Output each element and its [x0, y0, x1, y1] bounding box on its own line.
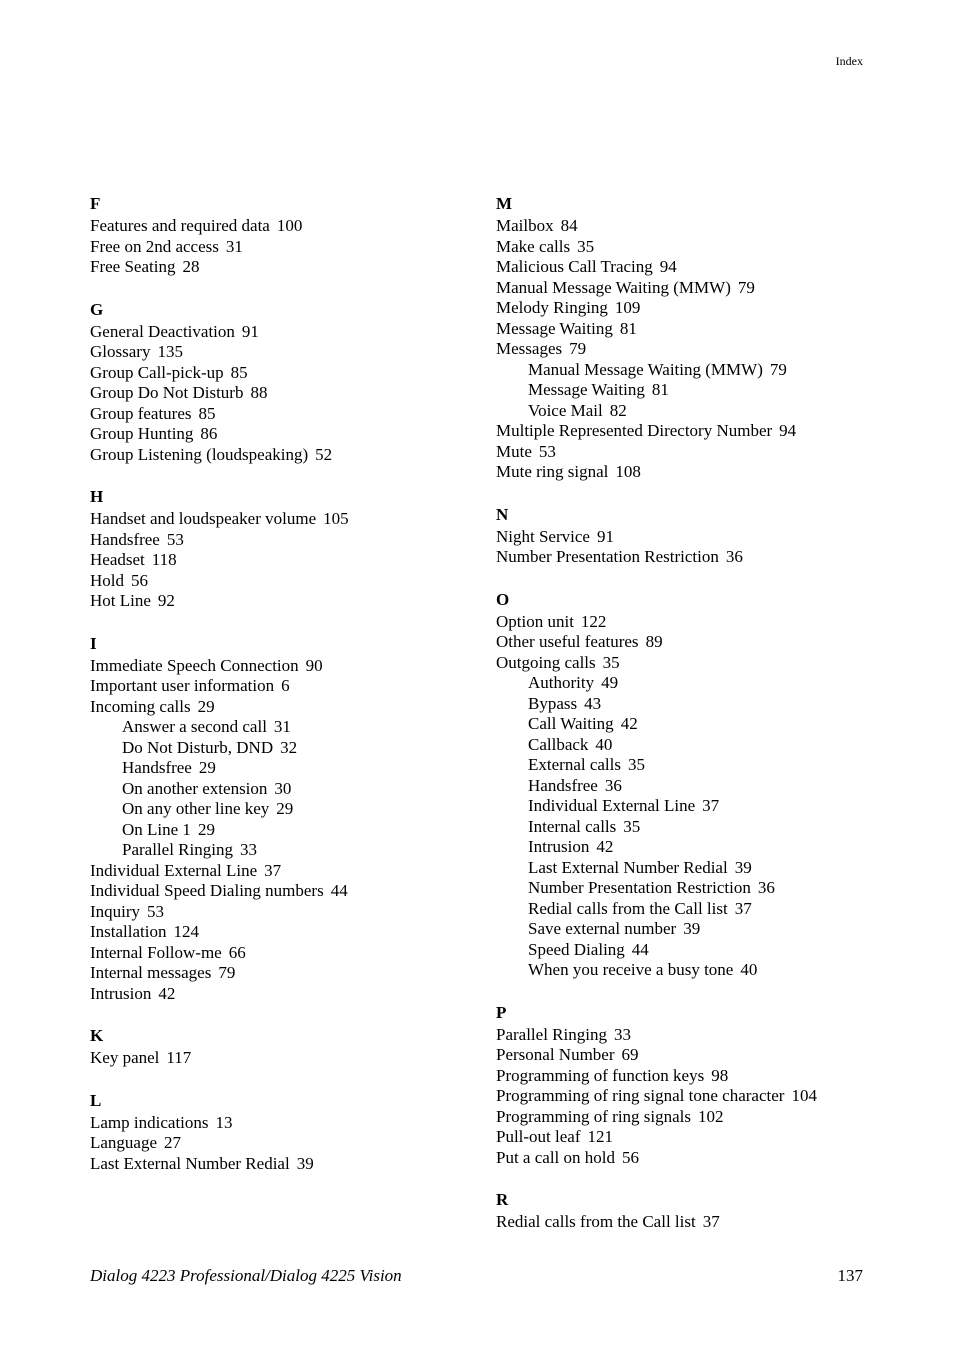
entry-page-number: 117 [166, 1048, 192, 1067]
entry-page-number: 39 [734, 857, 752, 877]
entry-text: Voice Mail [528, 400, 603, 420]
entry-text: Last External Number Redial [90, 1153, 290, 1173]
entry-text: Group Hunting [90, 424, 194, 443]
index-entry [496, 339, 916, 360]
index-entry [90, 1113, 480, 1134]
entry-page-number: 84 [560, 216, 578, 235]
index-entry [496, 1127, 916, 1148]
entry-text: Redial calls from the Call list [528, 898, 728, 918]
entry-text: Individual Speed Dialing numbers [90, 881, 324, 900]
index-entry [496, 237, 916, 258]
index-subentry [90, 820, 480, 841]
entry-text: Last External Number Redial [528, 857, 728, 877]
index-section [496, 1003, 916, 1169]
entry-page-number: 85 [198, 403, 216, 423]
entry-text: Internal calls [528, 816, 617, 836]
entry-text: Installation [90, 922, 167, 941]
index-entry [90, 1154, 480, 1175]
entry-page-number: 49 [601, 673, 619, 692]
index-entry [496, 527, 916, 548]
entry-text: Answer a second call [122, 717, 267, 736]
entry-page-number: 88 [250, 383, 268, 402]
index-entry [496, 298, 916, 319]
entry-page-number: 85 [230, 362, 248, 382]
entry-page-number: 39 [683, 919, 701, 938]
entry-page-number: 122 [580, 611, 607, 631]
entry-page-number: 13 [215, 1112, 233, 1132]
index-entry [90, 322, 480, 343]
entry-text: Put a call on hold [496, 1147, 615, 1167]
entry-page-number: 121 [587, 1127, 614, 1146]
entry-page-number: 29 [276, 799, 294, 818]
entry-page-number: 104 [791, 1086, 817, 1105]
index-subentry [496, 878, 916, 899]
entry-text: Group Call-pick-up [90, 362, 224, 382]
index-section [90, 487, 480, 612]
index-entry [496, 442, 916, 463]
index-entry [496, 462, 916, 483]
entry-page-number: 37 [734, 898, 752, 918]
entry-text: Individual External Line [90, 860, 258, 880]
entry-page-number: 29 [198, 758, 216, 777]
section-letter: I [90, 633, 97, 653]
entry-page-number: 30 [274, 778, 292, 798]
index-section [90, 194, 480, 278]
index-entry [90, 509, 480, 530]
entry-page-number: 44 [330, 881, 348, 900]
entry-page-number: 118 [151, 550, 177, 569]
index-subentry [90, 779, 480, 800]
index-entry [90, 363, 480, 384]
index-entry [90, 550, 480, 571]
entry-page-number: 35 [577, 236, 595, 256]
entry-page-number: 44 [631, 939, 649, 959]
entry-page-number: 91 [596, 526, 614, 546]
entry-text: Internal messages [90, 963, 212, 982]
entry-text: Group features [90, 403, 192, 423]
entry-text: Redial calls from the Call list [496, 1212, 696, 1231]
entry-page-number: 92 [157, 591, 175, 610]
index-subentry [496, 899, 916, 920]
entry-text: Headset [90, 550, 145, 569]
entry-page-number: 94 [659, 257, 677, 276]
entry-text: Save external number [528, 919, 677, 938]
entry-page-number: 53 [166, 529, 184, 549]
entry-page-number: 90 [305, 655, 323, 675]
index-entry [90, 216, 480, 237]
entry-text: Multiple Represented Directory Number [496, 421, 773, 440]
index-subentry [496, 673, 916, 694]
entry-page-number: 32 [280, 737, 298, 757]
index-section [496, 194, 916, 483]
index-subentry [496, 837, 916, 858]
index-entry [496, 1066, 916, 1087]
entry-text: Mute ring signal [496, 462, 609, 481]
index-subentry [496, 940, 916, 961]
entry-text: Inquiry [90, 901, 141, 921]
entry-text: Intrusion [528, 837, 590, 856]
entry-text: Hot Line [90, 591, 151, 610]
entry-page-number: 79 [218, 963, 236, 982]
entry-page-number: 66 [228, 942, 246, 962]
index-entry [90, 676, 480, 697]
index-entry [90, 530, 480, 551]
entry-text: Number Presentation Restriction [496, 547, 719, 566]
index-entry [90, 591, 480, 612]
index-entry [90, 342, 480, 363]
entry-page-number: 86 [200, 424, 218, 443]
index-entry [90, 943, 480, 964]
index-subentry [496, 776, 916, 797]
index-entry [90, 1048, 480, 1069]
index-subentry [90, 758, 480, 779]
entry-page-number: 98 [711, 1065, 729, 1085]
entry-text: Handset and loudspeaker volume [90, 509, 317, 528]
index-entry [90, 257, 480, 278]
index-column-left [90, 194, 480, 1196]
entry-text: General Deactivation [90, 321, 235, 341]
index-column-right [496, 194, 916, 1255]
index-entry [90, 697, 480, 718]
index-subentry [496, 714, 916, 735]
entry-text: Make calls [496, 236, 571, 256]
section-letter: G [90, 299, 104, 319]
entry-page-number: 31 [273, 717, 291, 736]
index-entry [90, 656, 480, 677]
entry-page-number: 6 [281, 676, 290, 695]
index-entry [496, 216, 916, 237]
entry-text: Outgoing calls [496, 652, 596, 672]
entry-text: Parallel Ringing [122, 840, 233, 859]
index-entry [90, 1133, 480, 1154]
index-section [90, 300, 480, 466]
entry-page-number: 56 [621, 1147, 639, 1167]
index-entry [90, 963, 480, 984]
entry-text: Number Presentation Restriction [528, 878, 751, 897]
entry-text: On any other line key [122, 799, 270, 818]
section-letter: N [496, 504, 509, 524]
index-subentry [90, 799, 480, 820]
index-entry [90, 984, 480, 1005]
index-subentry [496, 360, 916, 381]
index-subentry [496, 817, 916, 838]
entry-text: Important user information [90, 676, 275, 695]
entry-page-number: 102 [698, 1106, 724, 1126]
entry-page-number: 37 [702, 1212, 720, 1231]
entry-text: Programming of ring signals [496, 1106, 692, 1126]
entry-page-number: 135 [157, 342, 183, 361]
entry-text: Mute [496, 441, 532, 461]
entry-page-number: 109 [614, 298, 641, 317]
entry-text: Option unit [496, 611, 574, 631]
entry-text: Key panel [90, 1048, 160, 1067]
entry-page-number: 124 [173, 922, 199, 941]
entry-text: Speed Dialing [528, 939, 625, 959]
entry-text: Glossary [90, 342, 151, 361]
index-entry [90, 445, 480, 466]
entry-text: Manual Message Waiting (MMW) [528, 359, 763, 379]
index-entry [90, 922, 480, 943]
entry-page-number: 40 [595, 734, 613, 754]
entry-page-number: 89 [645, 632, 663, 651]
entry-page-number: 42 [620, 714, 638, 733]
index-subentry [496, 796, 916, 817]
entry-text: Features and required data [90, 216, 270, 235]
section-letter: H [90, 487, 104, 506]
entry-text: Programming of function keys [496, 1065, 705, 1085]
running-head: Index [835, 54, 863, 68]
entry-text: Handsfree [90, 529, 160, 549]
entry-page-number: 100 [276, 216, 303, 235]
index-entry [496, 1212, 916, 1233]
entry-page-number: 31 [225, 236, 243, 256]
index-subentry [496, 401, 916, 422]
entry-page-number: 42 [596, 837, 614, 856]
entry-text: Other useful features [496, 632, 639, 651]
entry-page-number: 36 [604, 775, 622, 795]
index-entry [90, 881, 480, 902]
section-letter: O [496, 589, 510, 609]
entry-text: Manual Message Waiting (MMW) [496, 277, 731, 297]
entry-page-number: 37 [264, 860, 282, 880]
entry-page-number: 94 [779, 421, 797, 440]
entry-text: Pull-out leaf [496, 1127, 581, 1146]
index-subentry [90, 717, 480, 738]
section-letter: K [90, 1026, 104, 1045]
entry-text: Individual External Line [528, 796, 696, 815]
entry-text: Incoming calls [90, 696, 191, 716]
index-subentry [496, 919, 916, 940]
entry-page-number: 81 [651, 380, 669, 399]
index-subentry [496, 755, 916, 776]
entry-page-number: 33 [239, 840, 257, 859]
entry-page-number: 35 [602, 652, 620, 672]
index-section [496, 590, 916, 981]
entry-text: On another extension [122, 778, 268, 798]
index-entry [90, 861, 480, 882]
entry-text: Message Waiting [528, 380, 645, 399]
section-letter: F [90, 194, 101, 213]
index-entry [496, 653, 916, 674]
entry-page-number: 40 [740, 960, 758, 979]
entry-page-number: 29 [197, 696, 215, 716]
entry-page-number: 105 [323, 509, 349, 528]
index-subentry [496, 694, 916, 715]
entry-text: Melody Ringing [496, 298, 608, 317]
section-letter: M [496, 194, 513, 213]
entry-text: Authority [528, 673, 595, 692]
entry-page-number: 79 [569, 339, 587, 358]
entry-page-number: 79 [769, 359, 787, 379]
entry-page-number: 79 [737, 277, 755, 297]
entry-text: Do Not Disturb, DND [122, 737, 274, 757]
index-subentry [496, 735, 916, 756]
index-subentry [496, 960, 916, 981]
entry-page-number: 56 [131, 570, 148, 590]
index-section [496, 505, 916, 568]
index-subentry [90, 840, 480, 861]
entry-text: Bypass [528, 693, 578, 713]
entry-text: When you receive a busy tone [528, 960, 734, 979]
entry-page-number: 35 [623, 816, 641, 836]
index-section [496, 1190, 916, 1233]
index-entry [90, 424, 480, 445]
index-entry [496, 1045, 916, 1066]
entry-text: Personal Number [496, 1045, 615, 1064]
entry-text: Free Seating [90, 257, 176, 276]
entry-page-number: 53 [538, 441, 556, 461]
entry-text: Hold [90, 570, 124, 590]
entry-text: Intrusion [90, 983, 152, 1003]
entry-text: Malicious Call Tracing [496, 257, 653, 276]
entry-page-number: 28 [182, 257, 200, 276]
index-subentry [90, 738, 480, 759]
index-entry [496, 421, 916, 442]
section-letter: L [90, 1090, 102, 1110]
entry-page-number: 108 [615, 462, 641, 481]
entry-page-number: 81 [619, 318, 637, 338]
index-entry [90, 571, 480, 592]
index-entry [496, 632, 916, 653]
entry-text: Group Do Not Disturb [90, 383, 244, 402]
index-entry [496, 1107, 916, 1128]
entry-page-number: 53 [147, 901, 165, 921]
index-entry [496, 547, 916, 568]
entry-page-number: 36 [725, 547, 743, 566]
entry-page-number: 43 [584, 693, 602, 713]
index-section [90, 634, 480, 1005]
entry-text: Programming of ring signal tone character [496, 1086, 785, 1105]
entry-text: On Line 1 [122, 819, 191, 839]
entry-text: Night Service [496, 526, 590, 546]
index-entry [496, 612, 916, 633]
entry-text: Immediate Speech Connection [90, 655, 299, 675]
entry-text: Mailbox [496, 216, 554, 235]
index-entry [90, 902, 480, 923]
entry-text: Message Waiting [496, 318, 613, 338]
index-entry [496, 319, 916, 340]
footer-title: Dialog 4223 Professional/Dialog 4225 Vision [90, 1266, 402, 1285]
entry-text: Parallel Ringing [496, 1024, 607, 1044]
index-entry [496, 1148, 916, 1169]
entry-text: Language [90, 1133, 158, 1152]
entry-text: Messages [496, 339, 563, 358]
entry-text: Free on 2nd access [90, 236, 219, 256]
entry-page-number: 37 [702, 796, 720, 815]
index-entry [496, 1086, 916, 1107]
entry-text: Handsfree [528, 775, 598, 795]
index-entry [90, 237, 480, 258]
index-entry [496, 278, 916, 299]
entry-page-number: 35 [628, 755, 645, 774]
entry-text: Lamp indications [90, 1112, 209, 1132]
entry-page-number: 42 [158, 983, 176, 1003]
index-section [90, 1026, 480, 1069]
entry-page-number: 33 [613, 1024, 631, 1044]
entry-page-number: 39 [296, 1153, 314, 1173]
entry-text: External calls [528, 755, 621, 774]
index-section [90, 1091, 480, 1175]
entry-page-number: 69 [621, 1045, 639, 1064]
index-entry [496, 257, 916, 278]
index-entry [496, 1025, 916, 1046]
index-entry [90, 383, 480, 404]
entry-text: Internal Follow-me [90, 942, 222, 962]
entry-text: Callback [528, 734, 589, 754]
index-subentry [496, 380, 916, 401]
index-entry [90, 404, 480, 425]
index-subentry [496, 858, 916, 879]
entry-page-number: 29 [197, 819, 215, 839]
entry-text: Group Listening (loudspeaking) [90, 444, 309, 464]
section-letter: R [496, 1190, 509, 1209]
footer-page-number: 137 [837, 1266, 863, 1285]
entry-page-number: 36 [757, 878, 775, 897]
entry-text: Call Waiting [528, 714, 614, 733]
section-letter: P [496, 1002, 507, 1022]
entry-text: Handsfree [122, 758, 192, 777]
entry-page-number: 91 [241, 321, 259, 341]
entry-page-number: 27 [164, 1133, 182, 1152]
entry-page-number: 82 [609, 400, 627, 420]
entry-page-number: 52 [315, 444, 333, 464]
